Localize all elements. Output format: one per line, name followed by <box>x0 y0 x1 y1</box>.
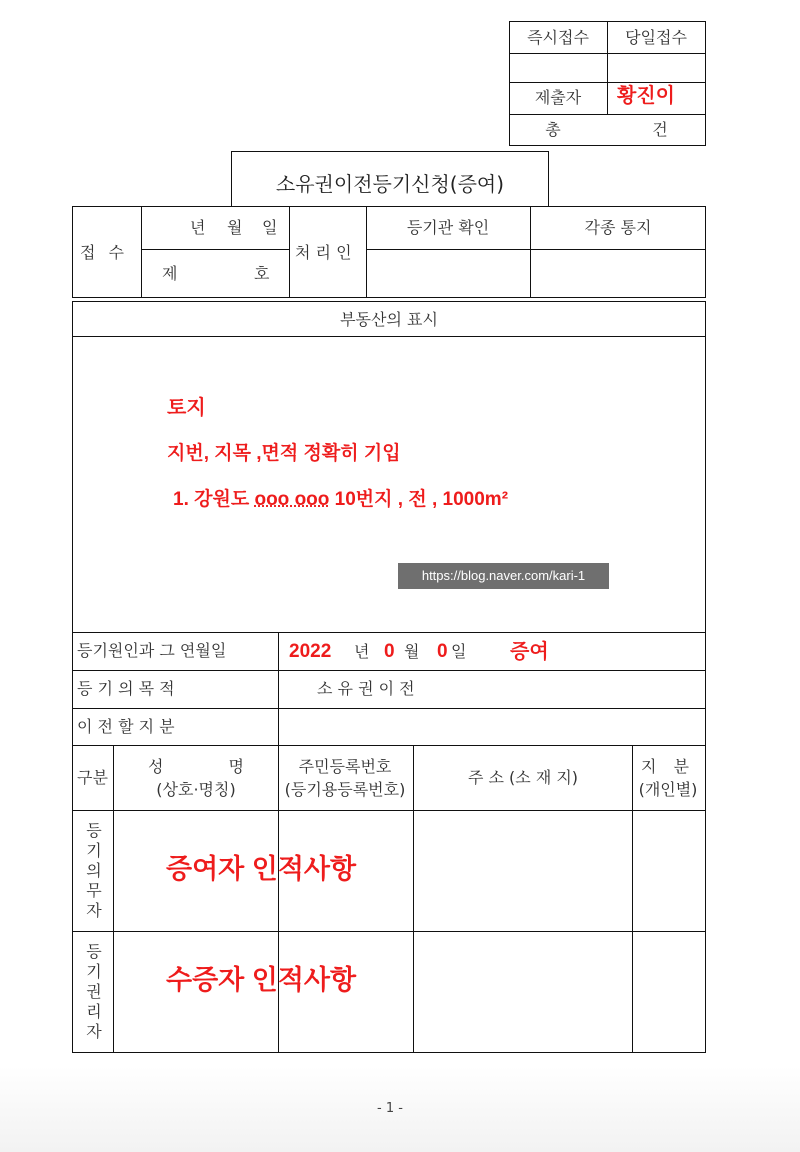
immediate-receipt-label: 즉시접수 <box>527 28 589 47</box>
property-entry-prefix: 1. 강원도 <box>173 489 250 510</box>
holder-label: 등기권리자 <box>86 942 102 1041</box>
count-label: 건 <box>652 120 668 139</box>
obligor-note: 증여자 인적사항 <box>166 854 357 884</box>
property-header: 부동산의 표시 <box>340 310 438 329</box>
holder-note: 수증자 인적사항 <box>166 965 357 995</box>
document-title: 소유권이전등기신청(증여) <box>275 172 505 196</box>
month-label: 월 <box>227 218 243 237</box>
day-label: 일 <box>262 218 278 237</box>
number-label: 제 <box>162 264 178 283</box>
purpose-label: 등 기 의 목 적 <box>77 679 175 698</box>
obligor-label: 등기의무자 <box>86 821 102 920</box>
share-label: 이 전 할 지 분 <box>77 717 175 736</box>
cause-year-unit: 년 <box>354 642 370 661</box>
address-header: 주 소 (소 재 지) <box>467 768 579 787</box>
page-number: - 1 - <box>377 1101 403 1116</box>
cause-day-unit: 일 <box>451 642 467 661</box>
submitter-label: 제출자 <box>534 88 582 107</box>
id-header-sub: (등기용등록번호) <box>284 780 406 799</box>
registrar-confirm-label: 등기관 확인 <box>406 218 490 237</box>
document-title-box <box>231 151 549 207</box>
property-entry-address: ooo ooo <box>254 489 330 510</box>
notices-label: 각종 통지 <box>584 218 652 237</box>
portion-header: 지 분 <box>641 757 695 776</box>
processor-label: 처 리 인 <box>295 243 352 262</box>
name-header-sub: (상호·명칭) <box>156 780 236 799</box>
purpose-value: 소 유 권 이 전 <box>317 679 415 698</box>
name-header: 성 명 <box>148 757 274 776</box>
watermark: https://blog.naver.com/kari-1 <box>398 563 609 589</box>
property-entry <box>173 490 508 509</box>
submitter-name: 황진이 <box>617 85 675 107</box>
cause-day: 0 <box>437 641 448 662</box>
cause-label: 등기원인과 그 연월일 <box>77 641 227 660</box>
portion-header-sub: (개인별) <box>638 780 698 799</box>
category-header: 구분 <box>77 768 108 787</box>
reception-label: 접 수 <box>80 243 128 262</box>
cause-month-unit: 월 <box>404 642 420 661</box>
number-suffix: 호 <box>254 264 270 283</box>
id-header: 주민등록번호 <box>298 757 392 776</box>
year-label: 년 <box>190 218 206 237</box>
property-instruction: 지번, 지목 ,면적 정확히 기입 <box>167 443 401 464</box>
cause-type: 증여 <box>510 641 549 663</box>
total-label: 총 <box>545 120 561 139</box>
property-entry-suffix: 10번지 , 전 , 1000m² <box>334 489 509 510</box>
cause-year: 2022 <box>289 641 332 662</box>
cause-month: 0 <box>384 641 395 662</box>
property-type: 토지 <box>167 397 206 419</box>
same-day-receipt-label: 당일접수 <box>625 28 687 47</box>
